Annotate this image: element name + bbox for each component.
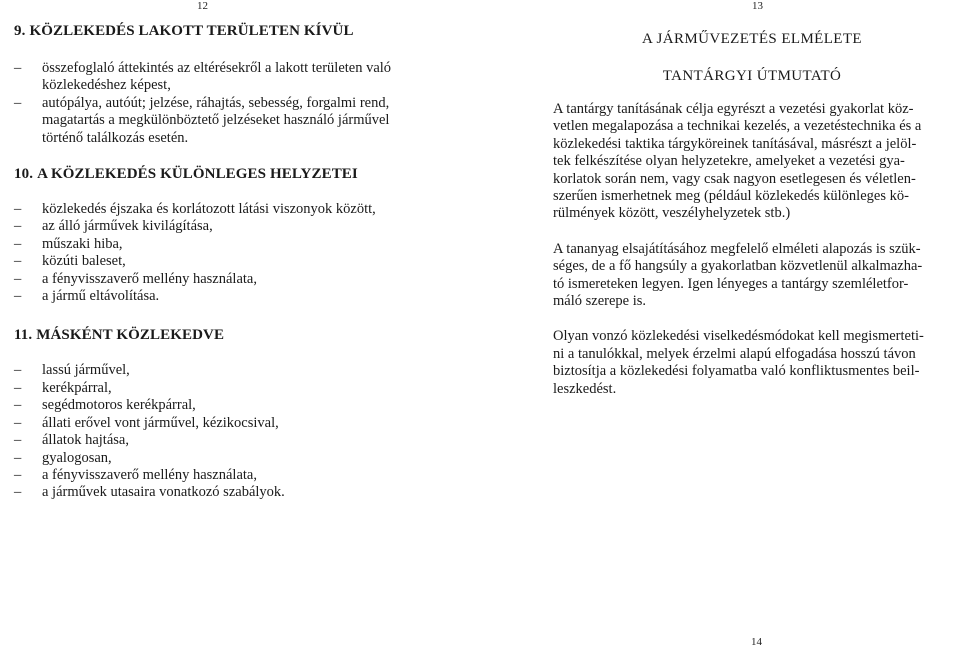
text-line: ni a tanulókkal, melyek érzelmi alapú elfogadása hosszú távon [553, 345, 916, 362]
list-item: – állatok hajtása, [14, 432, 454, 449]
list-item: – a jármű eltávolítása. [14, 288, 454, 305]
section-11-title: MÁSKÉNT KÖZLEKEDVE [36, 327, 225, 344]
list-item: – gyalogosan, [14, 450, 454, 467]
subject-guide-heading: TANTÁRGYI ÚTMUTATÓ [662, 68, 842, 84]
list-item: – állati erővel vont járművel, kézikocsival, [14, 415, 454, 432]
list-item: – műszaki hiba, [14, 236, 454, 253]
text-line: séges, de a fő hangsúly a gyakorlatban közvetlenül alkalmazha- [553, 258, 923, 275]
list-item: – autópálya, autóút; jelzése, ráhajtás, sebesség, forgalmi rend, [14, 95, 454, 112]
section-9-list [14, 60, 454, 147]
section-11-heading [14, 326, 454, 344]
list-item: – az álló járművek kivilágítása, [14, 218, 454, 235]
text-line: közlekedési taktika tárgyköreinek tanításával, másrészt a jelöl- [553, 135, 917, 152]
text-line: tó ismereteken legyen. Igen lényeges a tantárgy szemléletfor- [553, 275, 909, 292]
page-number-13: 13 [752, 0, 763, 12]
text-line: szerűen ismerhetnek meg (például közlekedés különleges kö- [553, 188, 909, 205]
course-heading: A JÁRMŰVEZETÉS ELMÉLETE [641, 31, 862, 47]
list-item-continuation: közlekedéshez képest, [42, 77, 171, 94]
list-item: – a járművek utasaira vonatkozó szabályok. [14, 484, 454, 501]
text-line: biztosítja a közlekedési folyamatba való konfliktusmentes beil- [553, 363, 920, 380]
paragraph-material [553, 241, 951, 311]
page-number-14: 14 [751, 636, 762, 648]
page-number-12: 12 [197, 0, 208, 12]
list-item: – kerékpárral, [14, 380, 454, 397]
section-9-heading [14, 22, 454, 40]
list-item: – a fényvisszaverő mellény használata, [14, 271, 454, 288]
section-10-heading [14, 165, 454, 183]
section-11-list [14, 362, 454, 501]
section-9-title: KÖZLEKEDÉS LAKOTT TERÜLETEN KÍVÜL [29, 23, 354, 39]
left-column [14, 22, 454, 502]
list-item: – segédmotoros kerékpárral, [14, 397, 454, 414]
section-10-title: A KÖZLEKEDÉS KÜLÖNLEGES HELYZETEI [37, 166, 358, 183]
text-line: Olyan vonzó közlekedési viselkedésmódokat kell megismerteti- [553, 328, 924, 345]
text-line: tek felkészítése olyan helyzetekre, amelyeket a vezetési gya- [553, 153, 905, 170]
text-line: leszkedést. [553, 380, 617, 397]
section-11-number: 11. [14, 327, 33, 344]
section-9-number: 9. [14, 23, 26, 39]
text-line: vetlen megalapozása a technikai kezelés, a vezetéstechnika és a [553, 118, 922, 135]
section-10-list [14, 201, 454, 305]
section-10-number: 10. [14, 166, 34, 183]
right-column [553, 30, 951, 398]
text-line: korlatok során nem, vagy csak nagyon esetlegesen és véletlen- [553, 170, 916, 187]
list-item: – a fényvisszaverő mellény használata, [14, 467, 454, 484]
paragraph-behaviour [553, 328, 951, 398]
list-item: – összefoglaló áttekintés az eltérésekről a lakott területen való [14, 60, 454, 77]
text-line: máló szerepe is. [553, 293, 647, 310]
text-line: A tananyag elsajátításához megfelelő elméleti alapozás is szük- [553, 240, 921, 257]
paragraph-aim [553, 101, 951, 223]
text-line: A tantárgy tanításának célja egyrészt a vezetési gyakorlat köz- [553, 101, 914, 117]
list-item: – közúti baleset, [14, 253, 454, 270]
list-item-continuation: magatartás a megkülönböztető jelzéseket használó járművel [42, 112, 390, 129]
list-item: – lassú járművel, [14, 362, 454, 379]
list-item-continuation: történő találkozás esetén. [42, 129, 189, 146]
list-item: – közlekedés éjszaka és korlátozott látási viszonyok között, [14, 201, 454, 218]
text-line: rülmények között, veszélyhelyzetek stb.) [553, 205, 791, 222]
